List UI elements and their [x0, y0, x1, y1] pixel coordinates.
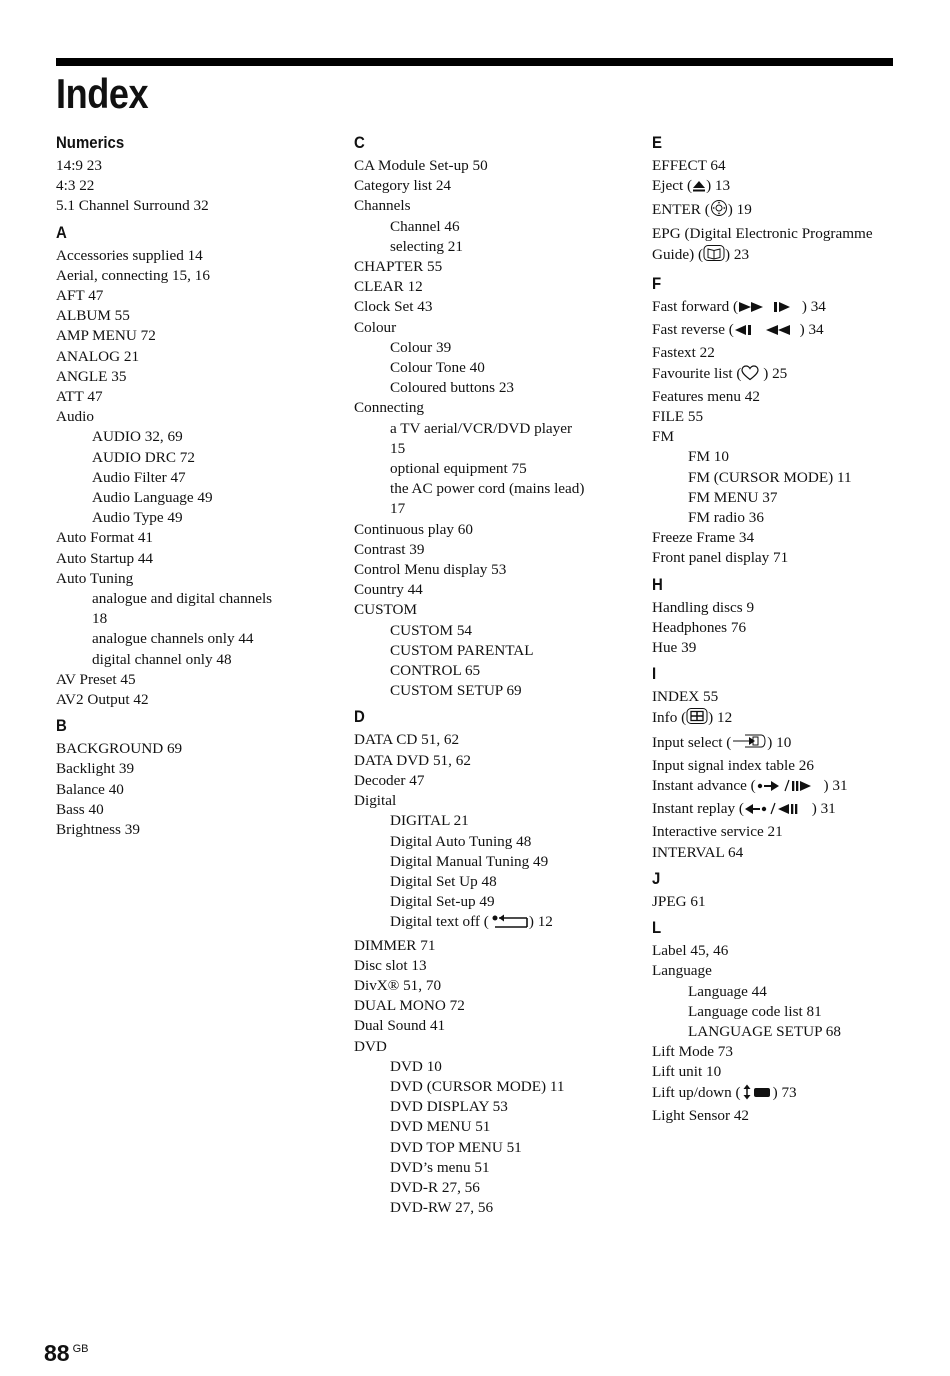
index-subentry	[56, 650, 326, 670]
index-entry	[354, 176, 624, 196]
entry-text: CA Module Set-up 50	[354, 157, 488, 174]
index-entry	[652, 822, 897, 842]
entry-text: BACKGROUND 69	[56, 740, 183, 758]
fast-reverse-icon	[734, 323, 796, 343]
index-entry	[652, 707, 897, 731]
entry-text: AV Preset 45	[56, 670, 136, 688]
index-entry	[652, 156, 897, 176]
entry-text: DATA CD 51, 62	[354, 731, 460, 749]
section-heading: F	[652, 274, 662, 294]
entry-text: Interactive service 21	[652, 823, 783, 841]
index-subentry	[354, 419, 624, 439]
index-entry	[652, 1083, 897, 1106]
index-entry	[354, 520, 624, 540]
index-entry	[652, 407, 897, 427]
entry-text: EFFECT 64	[652, 157, 726, 174]
section-heading: E	[652, 133, 662, 152]
entry-text: ATT 47	[56, 388, 103, 406]
index-entry	[56, 326, 326, 346]
index-section	[652, 574, 897, 659]
entry-text: CHAPTER 55	[354, 258, 443, 276]
index-entry	[56, 670, 326, 690]
entry-text: FM radio 36	[688, 509, 764, 527]
index-subentry	[354, 811, 624, 831]
section-heading: Numerics	[56, 133, 125, 152]
entry-text: Auto Tuning	[56, 569, 134, 587]
index-entry	[652, 1042, 897, 1062]
section-heading: J	[652, 868, 661, 888]
entry-text: Audio Language 49	[92, 489, 213, 507]
entry-text: Coloured buttons 23	[390, 379, 515, 397]
index-entry	[354, 277, 624, 297]
index-entry	[652, 618, 897, 638]
entry-text: AV2 Output 42	[56, 691, 149, 709]
entry-text: selecting 21	[390, 237, 463, 255]
index-subentry	[56, 448, 326, 468]
entry-text: Aerial, connecting 15, 16	[56, 266, 210, 284]
index-subentry	[354, 237, 624, 257]
entry-page: ) 12	[528, 913, 553, 931]
index-entry	[354, 996, 624, 1016]
entry-text: Input signal index table 26	[652, 756, 814, 774]
index-entry	[652, 1062, 897, 1082]
eject-icon	[692, 179, 706, 199]
index-entry	[354, 1037, 624, 1057]
index-column-1	[56, 132, 326, 845]
entry-text: Audio Filter 47	[92, 468, 186, 486]
index-entry	[652, 224, 897, 244]
index-entry	[652, 364, 897, 387]
entry-text: INTERVAL 64	[652, 843, 744, 861]
entry-text: ANALOG 21	[56, 347, 140, 365]
index-entry	[652, 427, 897, 447]
entry-page: ) 12	[708, 709, 733, 727]
page-title: Index	[56, 70, 149, 117]
index-subentry	[354, 621, 624, 641]
entry-text: JPEG 61	[652, 892, 706, 910]
entry-text: Colour 39	[390, 338, 452, 356]
title-rule	[56, 58, 893, 66]
index-entry	[56, 528, 326, 548]
index-entry	[56, 549, 326, 569]
index-entry	[652, 756, 897, 776]
index-subentry	[354, 681, 624, 701]
index-subentry	[652, 488, 897, 508]
entry-text: Digital Set Up 48	[390, 872, 497, 890]
text-off-icon	[489, 913, 529, 935]
entry-page: ) 31	[807, 800, 836, 818]
index-section	[56, 222, 326, 711]
entry-text: Digital	[354, 792, 397, 810]
index-entry	[652, 941, 897, 961]
section-heading: C	[354, 133, 365, 152]
index-subentry	[652, 1022, 897, 1042]
index-subentry	[354, 1077, 624, 1097]
entry-text: Dual Sound 41	[354, 1017, 446, 1035]
entry-text: digital channel only 48	[92, 650, 232, 668]
entry-text: DVD-RW 27, 56	[390, 1199, 494, 1217]
entry-text: Disc slot 13	[354, 956, 427, 974]
index-entry	[652, 732, 897, 756]
index-entry	[652, 387, 897, 407]
index-entry	[56, 196, 326, 216]
entry-text: ALBUM 55	[56, 307, 130, 325]
entry-text: DUAL MONO 72	[354, 997, 465, 1015]
section-heading: I	[652, 664, 657, 684]
entry-text: Colour	[354, 318, 397, 336]
entry-text: Digital Set-up 49	[390, 893, 495, 911]
page-number: 88	[44, 1340, 70, 1366]
entry-text: CLEAR 12	[354, 278, 423, 296]
entry-continuation: 17	[390, 500, 406, 518]
index-entry	[354, 771, 624, 791]
section-heading: L	[652, 918, 662, 938]
index-entry	[56, 780, 326, 800]
index-entry	[56, 306, 326, 326]
entry-text: Continuous play 60	[354, 520, 473, 538]
entry-text: Backlight 39	[56, 760, 135, 778]
entry-text: Input select (	[652, 733, 732, 751]
index-entry	[652, 799, 897, 822]
entry-text: Decoder 47	[354, 771, 425, 789]
entry-text: Accessories supplied 14	[56, 246, 203, 264]
index-entry	[56, 367, 326, 387]
index-column-2	[354, 132, 624, 1223]
entry-text: Digital text off (	[390, 913, 489, 931]
entry-text: Audio Type 49	[92, 509, 183, 527]
entry-text: Features menu 42	[652, 387, 760, 405]
entry-text: AUDIO DRC 72	[92, 448, 195, 466]
entry-text: Audio	[56, 408, 94, 426]
index-entry	[652, 638, 897, 658]
entry-text: Category list 24	[354, 177, 452, 195]
entry-page: ) 23	[725, 245, 750, 263]
index-entry	[652, 892, 897, 912]
index-entry	[652, 776, 897, 799]
index-entry	[652, 1106, 897, 1126]
index-entry	[652, 961, 897, 981]
entry-text: Lift up/down (	[652, 1083, 741, 1101]
entry-text: CUSTOM	[354, 601, 418, 619]
entry-text: AUDIO 32, 69	[92, 428, 183, 446]
entry-text: Language code list 81	[688, 1002, 822, 1020]
entry-text: Info (	[652, 709, 687, 727]
index-entry	[354, 580, 624, 600]
index-entry	[354, 751, 624, 771]
entry-text: DivX® 51, 70	[354, 976, 442, 994]
page-suffix: GB	[72, 1343, 89, 1355]
info-icon	[686, 707, 708, 731]
entry-text: Language	[652, 962, 712, 980]
entry-text: CUSTOM PARENTAL	[390, 641, 534, 659]
entry-page: ) 34	[798, 298, 826, 316]
index-section	[652, 273, 897, 569]
entry-text: analogue and digital channels	[92, 590, 273, 608]
entry-text: 14:9 23	[56, 157, 102, 174]
entry-text: Instant advance (	[652, 777, 756, 795]
instant-advance-icon	[756, 779, 820, 799]
entry-text: FM	[652, 428, 674, 446]
index-subentry	[56, 468, 326, 488]
entry-text: FILE 55	[652, 408, 704, 426]
entry-page: ) 34	[795, 321, 824, 339]
entry-text: AFT 47	[56, 287, 104, 305]
index-entry	[354, 398, 624, 418]
entry-text: Language 44	[688, 982, 767, 1000]
index-entry	[652, 320, 897, 343]
index-entry	[56, 407, 326, 427]
entry-text: Favourite list (	[652, 364, 742, 382]
index-subentry	[354, 892, 624, 912]
index-entry	[56, 569, 326, 589]
index-entry	[354, 560, 624, 580]
entry-page: ) 73	[772, 1083, 797, 1101]
index-section	[652, 917, 897, 1126]
entry-page: ) 13	[706, 177, 731, 195]
entry-text: DVD MENU 51	[390, 1118, 491, 1136]
index-section	[354, 706, 624, 1218]
index-subentry	[354, 1117, 624, 1137]
heart-icon	[741, 365, 759, 387]
instant-replay-icon	[744, 802, 808, 822]
index-entry	[652, 176, 897, 199]
entry-text: analogue channels only 44	[92, 630, 254, 648]
index-subentry	[354, 1138, 624, 1158]
index-entry	[354, 297, 624, 317]
index-subentry	[354, 479, 624, 499]
index-entry	[56, 739, 326, 759]
entry-text: FM 10	[688, 448, 729, 466]
entry-text: LANGUAGE SETUP 68	[688, 1022, 841, 1040]
entry-text: Lift unit 10	[652, 1063, 722, 1081]
index-subentry	[354, 1057, 624, 1077]
entry-text: Auto Startup 44	[56, 549, 154, 567]
entry-page: ) 10	[767, 733, 792, 751]
entry-text: EPG (Digital Electronic Programme	[652, 224, 873, 242]
entry-text: FM (CURSOR MODE) 11	[688, 468, 852, 486]
index-entry	[56, 800, 326, 820]
index-entry	[354, 156, 624, 176]
index-subentry	[56, 427, 326, 447]
entry-text: ENTER (	[652, 201, 710, 219]
entry-page: ) 25	[759, 364, 788, 382]
entry-text: FM MENU 37	[688, 488, 778, 506]
section-heading: B	[56, 716, 67, 736]
index-subentry	[354, 1097, 624, 1117]
entry-text: Fast forward (	[652, 298, 739, 316]
entry-text: Channels	[354, 197, 411, 215]
section-heading: H	[652, 574, 663, 594]
index-subentry	[652, 982, 897, 1002]
entry-text: Balance 40	[56, 780, 124, 798]
index-subentry	[354, 459, 624, 479]
index-entry	[652, 199, 897, 223]
entry-continuation: 15	[390, 439, 406, 457]
entry-text: Digital Auto Tuning 48	[390, 832, 532, 850]
index-subentry	[56, 629, 326, 649]
index-subentry	[354, 832, 624, 852]
entry-text: DATA DVD 51, 62	[354, 751, 471, 769]
index-section	[652, 132, 897, 268]
entry-text: Fast reverse (	[652, 321, 734, 339]
entry-text: Contrast 39	[354, 540, 425, 558]
entry-text: Channel 46	[390, 217, 460, 235]
entry-text: DVD (CURSOR MODE) 11	[390, 1077, 565, 1095]
index-section	[652, 868, 897, 912]
fast-forward-icon	[738, 300, 798, 320]
index-entry	[652, 528, 897, 548]
index-entry	[354, 540, 624, 560]
entry-text: optional equipment 75	[390, 460, 527, 478]
entry-text: DVD 10	[390, 1057, 442, 1075]
index-subentry	[354, 872, 624, 892]
entry-text: 4:3 22	[56, 177, 95, 195]
index-subentry	[652, 447, 897, 467]
section-heading: D	[354, 707, 365, 727]
entry-text: Bass 40	[56, 800, 104, 818]
entry-text: DVD	[354, 1037, 387, 1055]
entry-continuation: CONTROL 65	[390, 662, 481, 680]
entry-text: DVD DISPLAY 53	[390, 1098, 508, 1116]
index-entry	[652, 548, 897, 568]
entry-text: DIGITAL 21	[390, 812, 469, 830]
entry-text: Lift Mode 73	[652, 1043, 733, 1061]
entry-text: Hue 39	[652, 639, 697, 657]
index-subentry	[652, 508, 897, 528]
index-entry	[56, 759, 326, 779]
index-entry	[354, 318, 624, 338]
index-column-3	[652, 132, 897, 1131]
index-entry	[354, 936, 624, 956]
entry-text: Clock Set 43	[354, 298, 433, 316]
entry-text: DIMMER 71	[354, 936, 436, 954]
index-entry	[652, 244, 897, 268]
input-icon	[731, 732, 767, 756]
index-subentry	[354, 912, 624, 935]
index-entry	[56, 266, 326, 286]
index-subentry	[354, 1158, 624, 1178]
entry-text: 5.1 Channel Surround 32	[56, 197, 209, 215]
index-entry	[56, 286, 326, 306]
index-section	[56, 132, 326, 217]
entry-text: Headphones 76	[652, 618, 747, 636]
index-section	[652, 663, 897, 863]
entry-text: Front panel display 71	[652, 549, 789, 567]
entry-text: Auto Format 41	[56, 529, 154, 547]
index-entry	[56, 387, 326, 407]
index-entry	[56, 246, 326, 266]
index-entry	[354, 976, 624, 996]
entry-text: DVD’s menu 51	[390, 1158, 490, 1176]
index-subentry	[354, 338, 624, 358]
index-subentry	[354, 217, 624, 237]
index-entry	[652, 343, 897, 363]
index-subentry	[354, 1198, 624, 1218]
entry-text: Handling discs 9	[652, 598, 755, 616]
entry-text: Guide) (	[652, 245, 704, 263]
entry-continuation: 18	[92, 610, 108, 628]
index-subentry	[56, 508, 326, 528]
entry-text: ANGLE 35	[56, 367, 127, 385]
index-entry	[56, 820, 326, 840]
guide-icon	[703, 244, 725, 268]
entry-text: Brightness 39	[56, 821, 140, 839]
entry-text: INDEX 55	[652, 688, 719, 706]
index-entry	[56, 156, 326, 176]
index-entry	[354, 791, 624, 811]
entry-text: DVD TOP MENU 51	[390, 1138, 522, 1156]
entry-text: DVD-R 27, 56	[390, 1178, 480, 1196]
index-entry	[354, 196, 624, 216]
index-subentry	[354, 378, 624, 398]
index-subentry	[354, 641, 624, 661]
entry-page: ) 19	[727, 201, 752, 219]
index-subentry	[56, 488, 326, 508]
index-entry	[354, 257, 624, 277]
entry-text: Eject (	[652, 177, 693, 195]
index-entry	[354, 600, 624, 620]
entry-text: a TV aerial/VCR/DVD player	[390, 419, 573, 437]
index-entry	[652, 843, 897, 863]
enter-icon	[710, 199, 728, 223]
lift-icon	[741, 1084, 773, 1106]
index-subentry	[354, 358, 624, 378]
entry-page: ) 31	[819, 777, 848, 795]
index-entry	[652, 297, 897, 320]
entry-text: CUSTOM SETUP 69	[390, 682, 522, 700]
index-section	[354, 132, 624, 701]
entry-text: Label 45, 46	[652, 942, 729, 960]
entry-text: Instant replay (	[652, 800, 744, 818]
index-entry	[354, 730, 624, 750]
section-heading: A	[56, 222, 67, 242]
entry-text: Country 44	[354, 581, 423, 599]
entry-text: CUSTOM 54	[390, 621, 473, 639]
entry-text: AMP MENU 72	[56, 327, 156, 345]
index-entry	[652, 687, 897, 707]
entry-text: Light Sensor 42	[652, 1106, 750, 1124]
index-entry	[56, 176, 326, 196]
index-entry	[354, 1016, 624, 1036]
index-subentry	[354, 852, 624, 872]
entry-text: Connecting	[354, 399, 425, 417]
entry-text: Control Menu display 53	[354, 561, 507, 579]
entry-text: Fastext 22	[652, 344, 715, 362]
entry-text: Freeze Frame 34	[652, 529, 755, 547]
entry-text: Digital Manual Tuning 49	[390, 852, 549, 870]
index-entry	[652, 598, 897, 618]
index-entry	[354, 956, 624, 976]
index-subentry	[652, 1002, 897, 1022]
index-entry	[56, 690, 326, 710]
page-footer	[44, 1340, 89, 1367]
entry-text: Colour Tone 40	[390, 359, 485, 377]
index-subentry	[652, 468, 897, 488]
index-subentry	[354, 1178, 624, 1198]
index-section	[56, 715, 326, 840]
index-subentry	[56, 589, 326, 609]
index-entry	[56, 347, 326, 367]
entry-text: the AC power cord (mains lead)	[390, 480, 585, 498]
